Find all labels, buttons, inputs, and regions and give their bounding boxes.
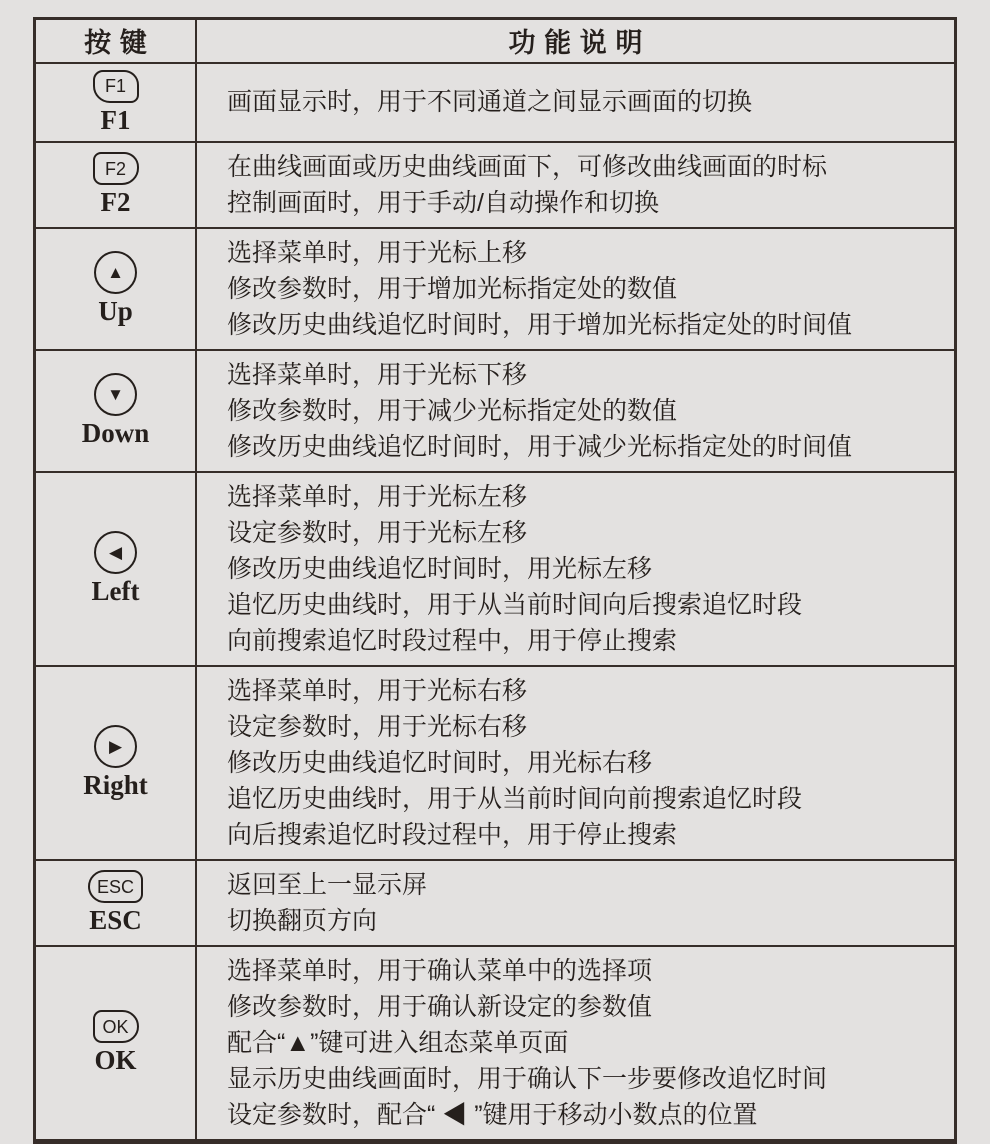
function-line: 修改历史曲线追忆时间时，用于减少光标指定处的时间值 <box>227 432 853 461</box>
key-label: ESC <box>89 905 142 936</box>
function-cell <box>196 350 956 472</box>
function-line: 追忆历史曲线时，用于从当前时间向前搜索追忆时段 <box>227 784 803 813</box>
function-line: 设定参数时，配合“ ◀ ”键用于移动小数点的位置 <box>227 1100 758 1129</box>
key-stack <box>82 373 150 447</box>
function-cell <box>196 666 956 860</box>
function-line: 选择菜单时，用于光标右移 <box>227 676 528 705</box>
function-line: 控制画面时，用于手动/自动操作和切换 <box>227 188 659 217</box>
table-row <box>35 860 956 946</box>
key-function-table <box>33 17 957 1144</box>
header-key-column: 按键 <box>35 19 197 63</box>
function-line: 选择菜单时，用于光标下移 <box>227 360 528 389</box>
key-stack <box>93 1010 139 1074</box>
f2-key-icon: F2 <box>93 152 139 185</box>
key-label: Down <box>81 418 150 449</box>
function-line: 设定参数时，用于光标右移 <box>227 712 528 741</box>
function-line: 选择菜单时，用于确认菜单中的选择项 <box>227 956 653 985</box>
key-stack <box>83 725 148 799</box>
key-label: F1 <box>100 104 131 135</box>
key-cell <box>35 228 197 350</box>
esc-key-icon: ESC <box>88 870 143 903</box>
key-label: F2 <box>100 187 131 218</box>
key-stack <box>93 70 139 134</box>
key-cell <box>35 472 197 666</box>
function-line: 显示历史曲线画面时，用于确认下一步要修改追忆时间 <box>227 1064 828 1093</box>
right-arrow-key-icon: ▶ <box>94 725 137 768</box>
function-line: 向后搜索追忆时段过程中，用于停止搜索 <box>227 820 678 849</box>
function-line: 选择菜单时，用于光标左移 <box>227 482 528 511</box>
up-arrow-key-icon: ▲ <box>94 251 137 294</box>
function-line: 修改参数时，用于减少光标指定处的数值 <box>227 396 678 425</box>
left-arrow-key-icon: ◀ <box>94 531 137 574</box>
key-cell <box>35 860 197 946</box>
function-line: 切换翻页方向 <box>227 906 378 935</box>
key-stack <box>94 251 137 325</box>
function-line: 画面显示时，用于不同通道之间显示画面的切换 <box>227 88 753 116</box>
function-line: 修改参数时，用于确认新设定的参数值 <box>227 992 653 1021</box>
table-row <box>35 142 956 228</box>
table-row <box>35 228 956 350</box>
function-cell <box>196 142 956 228</box>
key-cell <box>35 666 197 860</box>
function-cell <box>196 63 956 142</box>
function-line: 在曲线画面或历史曲线画面下，可修改曲线画面的时标 <box>227 152 828 181</box>
function-line: 修改历史曲线追忆时间时，用光标左移 <box>227 554 653 583</box>
key-label: Left <box>91 576 140 607</box>
function-cell <box>196 860 956 946</box>
table-header-row <box>35 19 956 63</box>
function-line: 选择菜单时，用于光标上移 <box>227 238 528 267</box>
key-cell <box>35 142 197 228</box>
table-row <box>35 63 956 142</box>
key-stack <box>93 152 139 216</box>
key-stack <box>92 531 140 605</box>
table-row <box>35 666 956 860</box>
table-row <box>35 472 956 666</box>
function-line: 追忆历史曲线时，用于从当前时间向后搜索追忆时段 <box>227 590 803 619</box>
function-line: 修改参数时，用于增加光标指定处的数值 <box>227 274 678 303</box>
key-cell <box>35 63 197 142</box>
down-arrow-key-icon: ▼ <box>94 373 137 416</box>
key-label: Right <box>83 770 148 801</box>
key-label: OK <box>94 1045 137 1076</box>
f1-key-icon: F1 <box>93 70 139 103</box>
function-line: 修改历史曲线追忆时间时，用光标右移 <box>227 748 653 777</box>
key-stack <box>88 870 143 934</box>
key-cell <box>35 350 197 472</box>
function-line: 修改历史曲线追忆时间时，用于增加光标指定处的时间值 <box>227 310 853 339</box>
function-cell <box>196 228 956 350</box>
table-row <box>35 350 956 472</box>
ok-key-icon: OK <box>93 1010 139 1043</box>
key-cell <box>35 946 197 1142</box>
function-line: 向前搜索追忆时段过程中，用于停止搜索 <box>227 626 678 655</box>
header-function-column: 功能说明 <box>196 19 956 63</box>
function-line: 返回至上一显示屏 <box>227 870 428 899</box>
function-line: 配合“▲”键可进入组态菜单页面 <box>227 1028 569 1057</box>
key-label: Up <box>98 296 133 327</box>
table-row <box>35 946 956 1142</box>
function-cell <box>196 946 956 1142</box>
function-line: 设定参数时，用于光标左移 <box>227 518 528 547</box>
function-cell <box>196 472 956 666</box>
